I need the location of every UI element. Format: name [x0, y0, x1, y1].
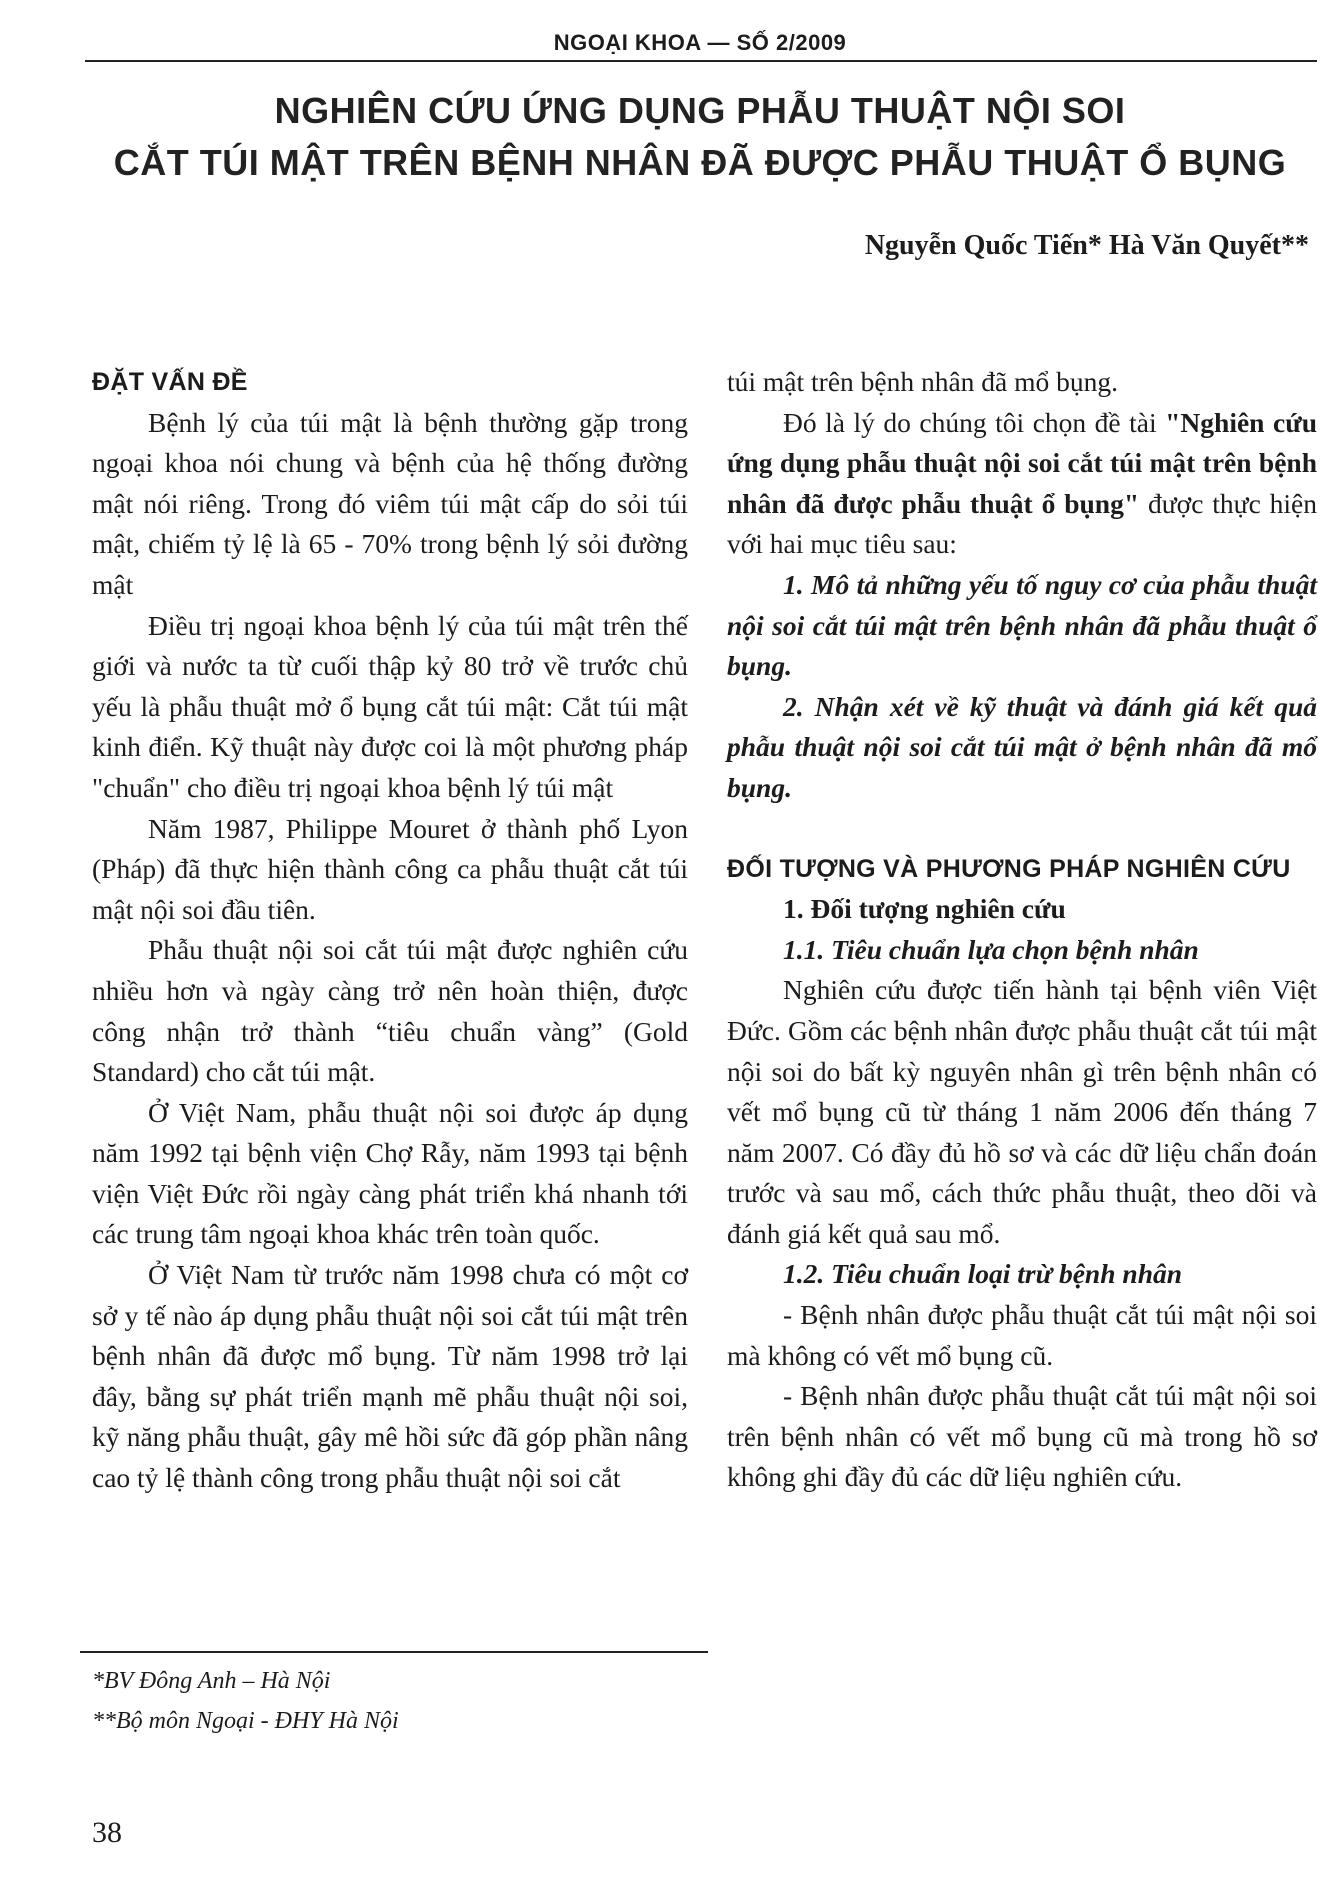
authors: Nguyễn Quốc Tiến* Hà Văn Quyết**: [864, 230, 1309, 261]
running-head: NGOẠI KHOA — SỐ 2/2009: [553, 30, 847, 55]
paragraph: Ở Việt Nam từ trước năm 1998 chưa có một cơ sở y tế nào áp dụng phẫu thuật nội soi cắt túi mật trên bệnh nhân đã được mổ bụng. Từ năm 1998 trở lại đây, bằng sự phát triển mạnh mẽ phẫu thuật nội soi, kỹ năng phẫu thuật, gây mê hồi sức đã góp phần nâng cao tỷ lệ thành công trong phẫu thuật nội soi cắt: [92, 1259, 688, 1494]
exclusion-item: - Bệnh nhân được phẫu thuật cắt túi mật nội soi mà không có vết mổ bụng cũ.: [727, 1299, 1317, 1371]
footnote-rule: [80, 1651, 708, 1653]
section-heading-methods: ĐỐI TƯỢNG VÀ PHƯƠNG PHÁP NGHIÊN CỨU: [727, 854, 1291, 883]
paragraph: Bệnh lý của túi mật là bệnh thường gặp trong ngoại khoa nói chung và bệnh của hệ thống đường mật nói riêng. Trong đó viêm túi mật cấp do sỏi túi mật, chiếm tỷ lệ là 65 - 70% trong bệnh lý sỏi đường mật: [92, 406, 688, 600]
article-title-line-2: CẮT TÚI MẬT TRÊN BỆNH NHÂN ĐÃ ĐƯỢC PHẪU THUẬT Ổ BỤNG: [113, 142, 1287, 183]
paragraph-continuation: túi mật trên bệnh nhân đã mổ bụng.: [727, 366, 1119, 397]
right-column: [727, 362, 1317, 1498]
paragraph: Phẫu thuật nội soi cắt túi mật được nghiên cứu nhiều hơn và ngày càng trở nên hoàn thiện, được công nhận trở thành “tiêu chuẩn vàng” (Gold Standard) cho cắt túi mật.: [92, 934, 688, 1088]
reason-suffix: được thực hiện với hai mục tiêu sau:: [727, 487, 1318, 560]
header-rule: [85, 60, 1317, 62]
spacer: [727, 809, 1317, 849]
paragraph: Ở Việt Nam, phẫu thuật nội soi được áp dụng năm 1992 tại bệnh viện Chợ Rẫy, năm 1993 tại bệnh viện Việt Đức rồi ngày càng phát triển khá nhanh tới các trung tâm ngoại khoa khác trên toàn quốc.: [92, 1096, 688, 1250]
subsection-heading-inclusion: 1.1. Tiêu chuẩn lựa chọn bệnh nhân: [783, 933, 1199, 965]
footnote-affiliation-2: **Bộ môn Ngoại - ĐHY Hà Nội: [92, 1708, 399, 1734]
reason-study-title: "Nghiên cứu ứng dụng phẫu thuật nội soi cắt túi mật trên bệnh nhân đã được phẫu thuật ổ bụng": [727, 406, 1317, 519]
objective-1: 1. Mô tả những yếu tố nguy cơ của phẫu thuật nội soi cắt túi mật trên bệnh nhân đã phẫu thuật ổ bụng.: [727, 568, 1317, 682]
reason-prefix: Đó là lý do chúng tôi chọn đề tài: [783, 406, 1166, 438]
paragraph: Điều trị ngoại khoa bệnh lý của túi mật trên thế giới và nước ta từ cuối thập kỷ 80 trở về trước chủ yếu là phẫu thuật mở ổ bụng cắt túi mật: Cắt túi mật kinh điển. Kỹ thuật này được coi là một phương pháp "chuẩn" cho điều trị ngoại khoa bệnh lý túi mật: [92, 609, 688, 803]
footnote-affiliation-1: *BV Đông Anh – Hà Nội: [92, 1668, 331, 1694]
paragraph: Nghiên cứu được tiến hành tại bệnh viên Việt Đức. Gồm các bệnh nhân được phẫu thuật cắt túi mật nội soi do bất kỳ nguyên nhân gì trên bệnh nhân có vết mổ bụng cũ từ tháng 1 năm 2006 đến tháng 7 năm 2007. Có đầy đủ hồ sơ và các dữ liệu chẩn đoán trước và sau mổ, cách thức phẫu thuật, theo dõi và đánh giá kết quả sau mổ.: [727, 974, 1317, 1249]
paragraph-study-reason: [727, 403, 1317, 565]
objective-2: 2. Nhận xét về kỹ thuật và đánh giá kết quả phẫu thuật nội soi cắt túi mật ở bệnh nhân đã mổ bụng.: [727, 690, 1317, 803]
subsection-heading-exclusion: 1.2. Tiêu chuẩn loại trừ bệnh nhân: [783, 1258, 1183, 1290]
paragraph: Năm 1987, Philippe Mouret ở thành phố Lyon (Pháp) đã thực hiện thành công ca phẫu thuật cắt túi mật nội soi đầu tiên.: [92, 812, 688, 925]
article-title-line-1: NGHIÊN CỨU ỨNG DỤNG PHẪU THUẬT NỘI SOI: [274, 90, 1126, 131]
left-column: [92, 362, 688, 1499]
subsection-heading: 1. Đối tượng nghiên cứu: [783, 893, 1066, 925]
exclusion-item: - Bệnh nhân được phẫu thuật cắt túi mật nội soi trên bệnh nhân có vết mổ bụng cũ mà trong hồ sơ không ghi đầy đủ các dữ liệu nghiên cứu.: [727, 1380, 1317, 1493]
section-heading-introduction: ĐẶT VẤN ĐỀ: [92, 368, 248, 396]
page-number: 38: [92, 1816, 122, 1849]
